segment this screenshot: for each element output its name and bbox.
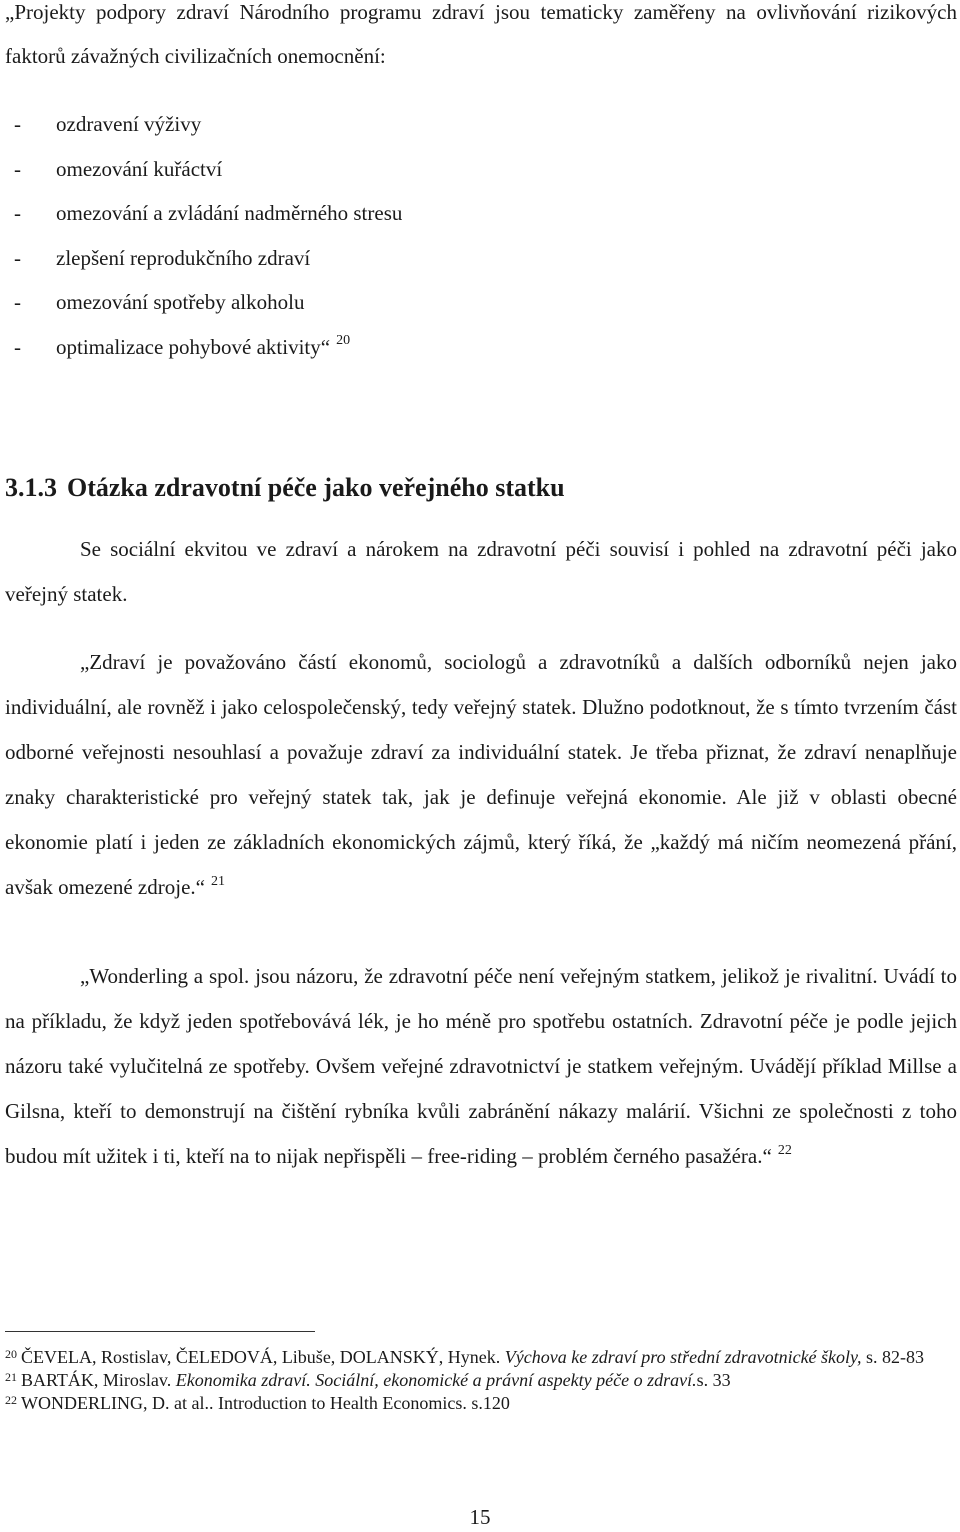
- footnote: [5, 1392, 945, 1415]
- footnote-number: 22: [5, 1393, 17, 1407]
- footnote-title: Ekonomika zdraví. Sociální, ekonomické a právní aspekty péče o zdraví.: [175, 1370, 697, 1390]
- list-dash: -: [14, 201, 21, 226]
- list-item-text: omezování kuřáctví: [56, 156, 223, 181]
- list-item-text: optimalizace pohybové aktivity“: [56, 334, 331, 359]
- list-dash: -: [14, 245, 21, 270]
- list-item-text: ozdravení výživy: [56, 112, 202, 136]
- footnote-authors: BARTÁK, Miroslav.: [21, 1370, 176, 1390]
- footnote-ref[interactable]: 20: [336, 332, 351, 348]
- footnote-number: 21: [5, 1370, 17, 1384]
- list-dash: -: [14, 334, 21, 359]
- footnote-divider: [5, 1331, 315, 1332]
- list-item-text: omezování a zvládání nadměrného stresu: [56, 201, 403, 226]
- paragraph-2-text: „Zdraví je považováno částí ekonomů, sociologů a zdravotníků a dalších odborníků nejen jako individuální, ale rovněž i jako celospolečenský, tedy veřejný statek. Dlužno podotknout, že s tímto tvrzením část odborné veřejnosti nesouhlasí a považuje zdraví za individuální statek. Je třeba přiznat, že zdraví nenaplňuje znaky charakteristické pro veřejný statek tak, jak je definuje veřejná ekonomie. Ale již v oblasti obecné ekonomie platí i jeden ze základních ekonomických zájmů, který říká, že „každý má ničím neomezená přání, avšak omezené zdroje.“: [5, 650, 957, 899]
- footnote-pages: s. 33: [696, 1370, 731, 1390]
- paragraph-1: Se sociální ekvitou ve zdraví a nárokem na zdravotní péči souvisí i pohled na zdravotní péči jako veřejný statek.: [5, 537, 957, 606]
- list-item: [14, 325, 402, 370]
- footnote-ref[interactable]: 22: [777, 1143, 792, 1158]
- list-item: [14, 280, 402, 325]
- footnote-pages: s. 82-83: [861, 1347, 925, 1367]
- list-item: [14, 236, 402, 281]
- footnote: [5, 1346, 945, 1369]
- footnote-authors: WONDERLING, D. at al.. Introduction to Health Economics. s.120: [21, 1393, 510, 1413]
- paragraph-3-text: „Wonderling a spol. jsou názoru, že zdravotní péče není veřejným statkem, jelikož je rivalitní. Uvádí to na příkladu, že když jeden spotřebovává lék, je ho méně pro spotřebu ostatních. Zdravotní péče je podle jejich názoru také vylučitelná ze spotřeby. Ovšem veřejné zdravotnictví je statkem veřejným. Uvádějí příklad Millse a Gilsna, kteří to demonstrují na čištění rybníka kvůli zabránění nákazy malárií. Všichni ze společnosti z toho budou mít užitek i ti, kteří na to nijak nepřispěli – free-riding – problém černého pasažéra.“: [5, 964, 957, 1168]
- list-item-text: zlepšení reprodukčního zdraví: [56, 245, 311, 270]
- list-dash: -: [14, 112, 21, 136]
- list-item: [14, 191, 402, 236]
- risk-factor-list: [14, 102, 402, 370]
- footnotes: [5, 1346, 945, 1415]
- list-dash: -: [14, 156, 21, 181]
- list-item-text: omezování spotřeby alkoholu: [56, 290, 305, 315]
- footnote-ref[interactable]: 21: [210, 874, 225, 889]
- paragraph-2: [5, 640, 957, 910]
- list-item: [14, 147, 402, 192]
- footnote: [5, 1369, 945, 1392]
- footnote-number: 20: [5, 1347, 17, 1361]
- intro-paragraph: „Projekty podpory zdraví Národního programu zdraví jsou tematicky zaměřeny na ovlivňování rizikových faktorů závažných civilizačních onemocnění:: [5, 0, 957, 68]
- section-heading: [5, 468, 565, 508]
- section-number: 3.1.3: [5, 473, 57, 502]
- footnote-title: Výchova ke zdraví pro střední zdravotnické školy,: [504, 1347, 862, 1367]
- page-number: 15: [469, 1505, 491, 1529]
- list-dash: -: [14, 290, 21, 315]
- footnote-authors: ČEVELA, Rostislav, ČELEDOVÁ, Libuše, DOLANSKÝ, Hynek.: [21, 1347, 505, 1367]
- paragraph-3: [5, 954, 957, 1179]
- list-item: [14, 102, 402, 147]
- section-title: Otázka zdravotní péče jako veřejného statku: [67, 473, 565, 502]
